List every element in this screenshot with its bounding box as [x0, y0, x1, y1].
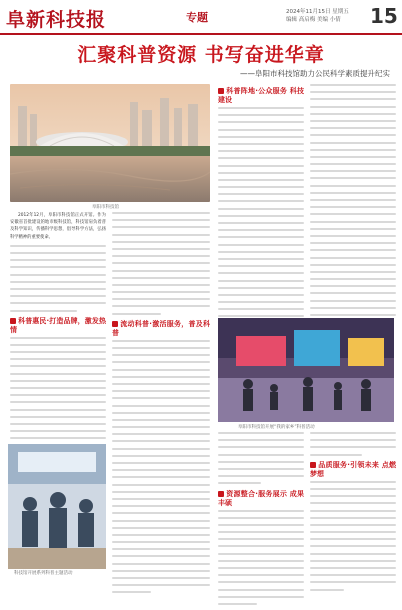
article-column-6 — [310, 432, 396, 596]
section-heading-5: 品质服务·引领未来 点燃梦想 — [310, 460, 396, 478]
city-landscape-image — [10, 84, 210, 202]
activity-photo — [218, 318, 394, 422]
children-event-image — [8, 444, 106, 569]
section-heading-3: 流动科普·激活服务，普及科普 — [112, 319, 210, 337]
page-number: 15 — [370, 4, 398, 28]
text-lines-7 — [218, 432, 304, 484]
text-lines-8 — [218, 510, 304, 605]
main-photo-caption: 阜阳市科技馆 — [92, 205, 119, 210]
section-heading-2: 科普惠民·打造品牌，激发热情 — [10, 316, 106, 334]
text-lines-3 — [112, 212, 210, 315]
text-lines-10 — [310, 481, 396, 591]
page-subhead: ——阜阳市科技馆助力公民科学素质提升纪实 — [240, 69, 390, 78]
masthead — [0, 0, 402, 34]
issue-date: 2024年11月15日 星期五 — [286, 9, 349, 15]
article-column-4 — [310, 84, 396, 328]
issue-meta — [286, 8, 349, 24]
article-column-5 — [218, 432, 304, 610]
text-lines-6 — [310, 84, 396, 323]
left-photo-caption: 科技馆开展系列科普主题活动 — [14, 571, 73, 576]
text-lines-1 — [10, 245, 106, 312]
newspaper-brand: 阜新科技报 — [6, 9, 107, 31]
lead-paragraph: 2012年12月，阜阳市科技馆正式开馆。作为安徽省首批建设的地市级科技馆，科技馆肩负着普及科学知识，传播科学思想，倡导科学方法，弘扬科学精神的重要使命。 — [10, 213, 106, 240]
mid-photo-caption: 阜阳市科技馆开展“我的家乡”科普活动 — [238, 425, 315, 430]
section-tag: 专题 — [186, 11, 208, 24]
text-lines-4 — [112, 340, 210, 594]
article-column-1 — [10, 212, 106, 452]
section-heading-1: 科普阵地·公众服务 科技建设 — [218, 87, 304, 104]
header-divider — [0, 33, 402, 35]
text-lines-2 — [10, 337, 106, 447]
issue-editor: 编辑 高启梅 美编 小倩 — [286, 17, 341, 23]
text-lines-9 — [310, 432, 396, 456]
kids-activity-photo — [8, 444, 106, 569]
exhibition-hall-image — [218, 318, 394, 422]
article-column-2 — [112, 212, 210, 599]
article-column-3 — [218, 84, 304, 337]
science-museum-photo — [10, 84, 210, 202]
page-headline: 汇聚科普资源 书写奋进华章 — [77, 44, 325, 66]
section-heading-4: 资源整合·服务展示 成果丰硕 — [218, 489, 304, 507]
text-lines-5 — [218, 107, 304, 332]
